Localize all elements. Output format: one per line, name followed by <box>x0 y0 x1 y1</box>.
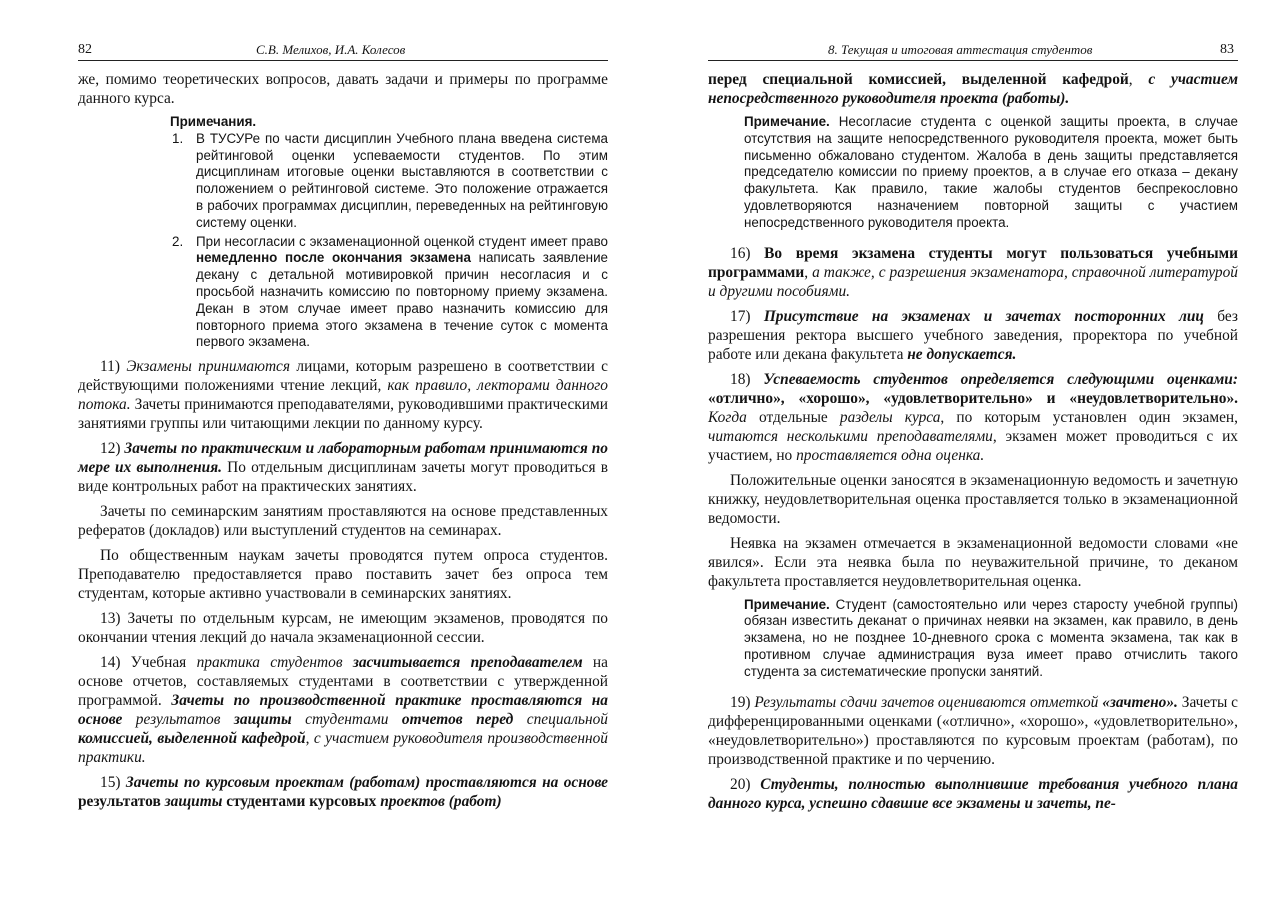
paragraph-14: 14) Учебная практика студентов засчитывается преподавателем на основе отчетов, составляемых студентами в соответствии с утвержденной программой. Зачеты по производственной практике проставляются на основе результатов защиты студентами отчетов перед специальной комиссией, выделенной кафедрой, с участием руководителя производственной практики. <box>78 654 609 767</box>
intro-paragraph: же, помимо теоретических вопросов, давать задачи и примеры по программе данного курса. <box>78 71 608 107</box>
right-page-number: 83 <box>1220 42 1234 57</box>
note-text: Студент (самостоятельно или через старосту учебной группы) обязан известить деканат о причинах неявки на экзамен, как правило, в день экзамена, но не позднее 10-дневного срока с момента экзамена, так как в противном случае администрация вуза имеет право отчислить такого студента за систематические пропуски занятий. <box>744 596 1238 679</box>
paragraph-absence: Неявка на экзамен отмечается в экзаменационной ведомости словами «не явился». Если эта неявка была по неуважительной причине, то деканом факультета проставляется неудовлетворительная оценка. <box>708 534 1238 590</box>
paragraph-seminar: Зачеты по семинарским занятиям проставляются на основе представленных рефератов (докладов) или выступлений студентов на семинарах. <box>78 503 608 540</box>
note-text: написать заявление декану с детальной мотивировкой причин несогласия и с просьбой назначить комиссию по повторному приему экзамена. Декан в этом случае имеет право назначить комиссию для повторного приема этого экзамена в течение суток с момента первого экзамена. <box>196 250 608 350</box>
note-absence <box>708 597 1238 681</box>
paragraph-positive: Положительные оценки заносятся в экзаменационную ведомость и зачетную книжку, неудовлетворительная оценка проставляется только в экзаменационной ведомости. <box>708 471 1238 527</box>
paragraph-19: 19) Результаты сдачи зачетов оцениваются отметкой «зачтено». Зачеты с дифференцированными оценками («отлично», «хорошо», «удовлетворительно», «неудовлетворительно») проставляются по курсовым проектам (работам), по производственной практике и по черчению. <box>708 693 1238 768</box>
notes-title: Примечания. <box>170 114 257 129</box>
note-text-bold: немедленно после окончания экзамена <box>196 250 471 266</box>
note-text: Несогласие студента с оценкой защиты проекта, в случае отсутствия на защите непосредственного руководителя проекта, может быть письменно обжаловано студентом. Жалоба в день защиты представляется председателю комиссии по приему проектов, а в случае его отказа – декану факультета. Как правило, такие жалобы студентов беспрекословно удовлетворяются назначением повторной защиты с участием непосредственного руководителя проекта. <box>744 114 1238 230</box>
paragraph-17: 17) Присутствие на экзаменах и зачетах посторонних лиц без разрешения ректора высшего учебного заведения, проректора по учебной работе или декана факультета не допускается. <box>708 307 1239 363</box>
note-number: 1. <box>172 130 184 146</box>
right-running-header: 8. Текущая и итоговая аттестация студентов <box>828 42 1093 57</box>
notes-block <box>78 114 608 351</box>
left-page <box>78 40 608 817</box>
left-running-header: С.В. Мелихов, И.А. Колесов <box>256 42 406 57</box>
right-page <box>708 40 1238 819</box>
note-text: При несогласии с экзаменационной оценкой студент имеет право <box>196 233 608 249</box>
paragraph-11: 11) Экзамены принимаются лицами, которым разрешено в соответствии с действующими положениями чтение лекций, как правило, лекторами данного потока. Зачеты принимаются преподавателями, руководившими практическими занятиями группы или читающими лекции по данному курсу. <box>78 358 608 433</box>
paragraph-social: По общественным наукам зачеты проводятся путем опроса студентов. Преподавателю предоставляется право поставить зачет без опроса тем студентам, которые активно участвовали в семинарских занятиях. <box>78 547 608 603</box>
paragraph-15: 15) Зачеты по курсовым проектам (работам) проставляются на основе результатов защиты студентами курсовых проектов (работ) <box>78 774 608 811</box>
note-number: 2. <box>172 233 184 249</box>
left-page-body <box>78 61 608 811</box>
note-label: Примечание. <box>744 114 830 129</box>
paragraph-20: 20) Студенты, полностью выполнившие требования учебного плана данного курса, успешно сдавшие все экзамены и зачеты, пе- <box>708 775 1238 812</box>
paragraph-18: 18) Успеваемость студентов определяется следующими оценками: «отлично», «хорошо», «удовлетворительно» и «неудовлетворительно». Когда отдельные разделы курса, по которым установлен один экзамен, читаются несколькими преподавателями, экзамен может проводиться с их участием, но проставляется одна оценка. <box>708 370 1239 464</box>
right-page-body <box>708 61 1238 813</box>
left-page-header <box>78 40 608 61</box>
paragraph-16: 16) Во время экзамена студенты могут пользоваться учебными программами, а также, с разрешения экзаменатора, справочной литературой и другими пособиями. <box>708 244 1238 300</box>
note-item-1 <box>172 130 608 232</box>
note-label: Примечание. <box>744 596 830 612</box>
paragraph-12: 12) Зачеты по практическим и лабораторным работам принимаются по мере их выполнения. По отдельным дисциплинам зачеты могут проводиться в виде контрольных работ на практических занятиях. <box>78 440 608 496</box>
continuation-paragraph: перед специальной комиссией, выделенной кафедрой, с участием непосредственного руководителя проекта (работы). <box>708 71 1238 107</box>
note-text: В ТУСУРе по части дисциплин Учебного плана введена система рейтинговой оценки успеваемости студентов. По этим дисциплинам итоговые оценки выставляются в соответствии с положением о рейтинговой системе. Это положение отражается в рабочих программах дисциплин, переведенных на рейтинговую систему оценки. <box>196 130 608 230</box>
right-page-header <box>708 40 1238 61</box>
notes-list <box>78 131 608 351</box>
left-page-number: 82 <box>78 42 92 57</box>
paragraph-13: 13) Зачеты по отдельным курсам, не имеющим экзаменов, проводятся по окончании чтения лекций до начала экзаменационной сессии. <box>78 610 608 647</box>
note-defense <box>708 114 1238 232</box>
note-item-2 <box>172 233 608 352</box>
